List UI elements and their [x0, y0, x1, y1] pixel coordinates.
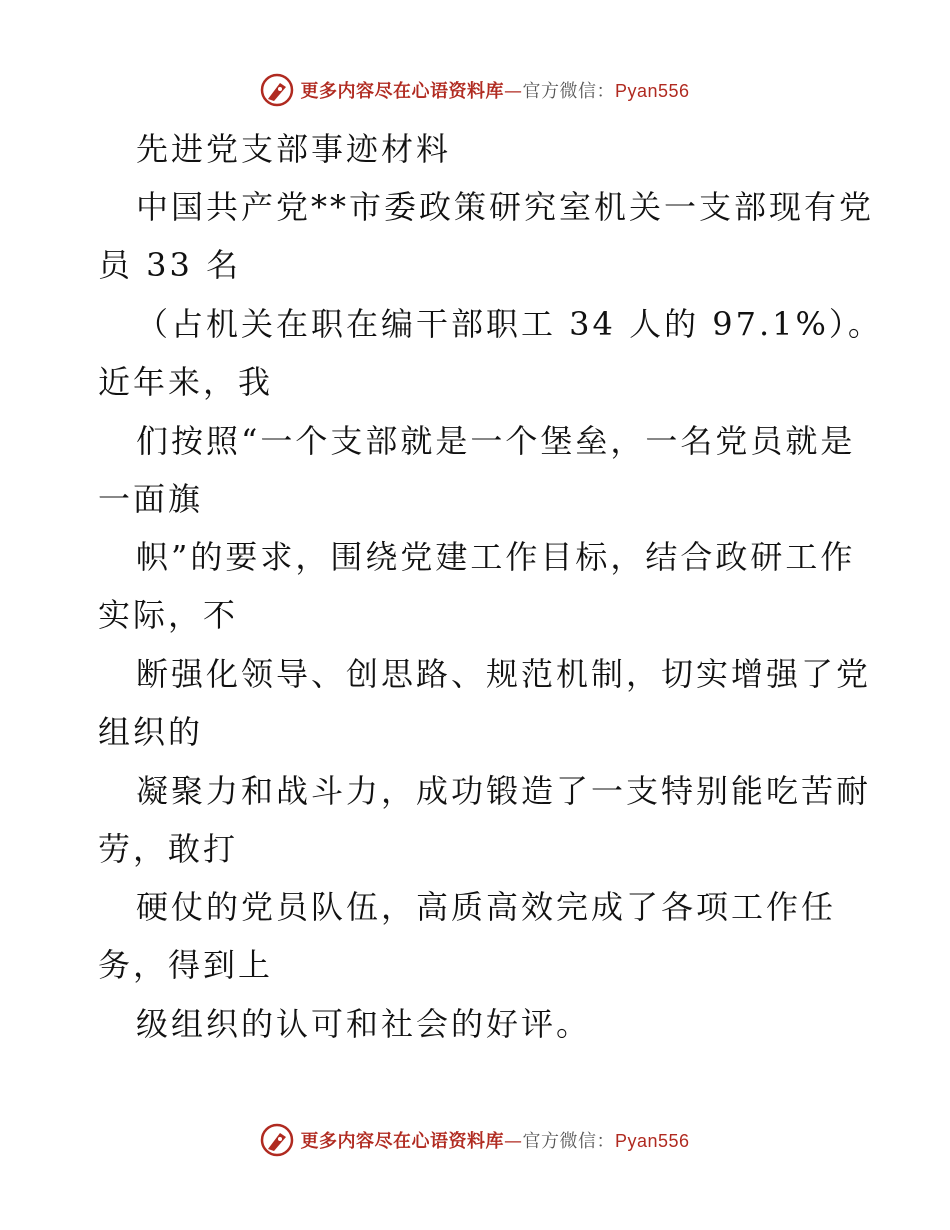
banner-wechat-label: 官方微信：: [522, 1131, 615, 1152]
banner-site-name: 更多内容尽在心语资料库: [300, 81, 504, 102]
doc-line: 凝聚力和战斗力，成功锻造了一支特别能吃苦耐: [136, 772, 872, 810]
doc-line: 近年来，我: [98, 363, 274, 401]
banner-dash: —: [503, 1131, 523, 1152]
banner-wechat-label: 官方微信：: [522, 81, 615, 102]
doc-line: 级组织的认可和社会的好评。: [136, 1005, 592, 1043]
footer-banner: [0, 1120, 950, 1160]
doc-line: 中国共产党**市委政策研究室机关一支部现有党: [136, 188, 875, 226]
header-banner: [0, 70, 950, 110]
doc-line: 们按照“一个支部就是一个堡垒，一名党员就是: [136, 422, 856, 460]
doc-line: 硬仗的党员队伍，高质高效完成了各项工作任: [136, 888, 837, 926]
doc-line: （占机关在职在编干部职工 34 人的 97.1%）。: [136, 305, 883, 343]
doc-line: 务，得到上: [98, 946, 274, 984]
doc-line: 实际，不: [98, 596, 239, 634]
banner-text: [300, 77, 689, 103]
doc-line: 帜”的要求，围绕党建工作目标，结合政研工作: [136, 538, 856, 576]
banner-wechat-id: Pyan556: [614, 81, 690, 101]
doc-line: 劳，敢打: [98, 830, 239, 868]
pen-nib-logo-icon: [260, 73, 294, 107]
doc-line: 组织的: [98, 713, 204, 751]
banner-site-name: 更多内容尽在心语资料库: [300, 1131, 504, 1152]
banner-text: [300, 1127, 689, 1153]
doc-line: 员 33 名: [98, 246, 242, 284]
doc-title: 先进党支部事迹材料: [136, 130, 452, 168]
doc-line: 一面旗: [98, 480, 204, 518]
doc-line: 断强化领导、创思路、规范机制，切实增强了党: [136, 655, 872, 693]
banner-wechat-id: Pyan556: [614, 1131, 690, 1151]
pen-nib-logo-icon: [260, 1123, 294, 1157]
banner-dash: —: [503, 81, 523, 102]
